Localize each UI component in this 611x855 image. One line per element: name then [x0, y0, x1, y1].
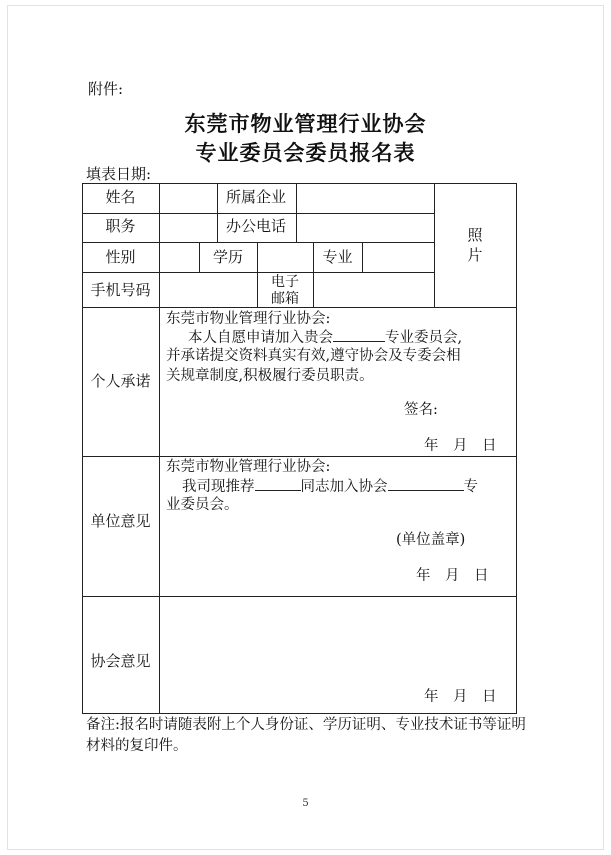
pledge-line3: 关规章制度,积极履行委员职责。	[166, 368, 374, 384]
unit-opinion-label: 单位意见	[90, 512, 151, 530]
page-number: 5	[302, 798, 309, 809]
email-label-2: 邮箱	[271, 291, 299, 307]
name-label: 姓名	[105, 188, 136, 206]
education-label: 学历	[212, 248, 243, 266]
footnote: 备注:报名时请随表附上个人身份证、学历证明、专业技术证书等证明材料的复印件。	[86, 717, 526, 754]
attachment-label: 附件:	[88, 80, 124, 98]
email-label-1: 电子	[271, 274, 299, 290]
position-label: 职务	[105, 217, 136, 235]
pledge-date: 年 月 日	[424, 438, 497, 454]
unit-seal: (单位盖章)	[396, 532, 466, 548]
unit-line1-a: 我司现推荐	[182, 479, 255, 495]
pledge-line1-a: 本人自愿申请加入贵会	[188, 330, 333, 346]
pledge-signature-label: 签名:	[404, 402, 438, 418]
form-title-line2: 专业委员会委员报名表	[195, 140, 416, 165]
committee-blank	[333, 327, 385, 342]
committee-blank	[388, 476, 464, 491]
major-label: 专业	[322, 248, 353, 266]
pledge-line1-b: 专业委员会,	[385, 330, 463, 346]
unit-date: 年 月 日	[416, 568, 489, 584]
pledge-line2: 并承诺提交资料真实有效,遵守协会及专委会相	[166, 348, 461, 364]
unit-line1	[182, 476, 478, 497]
recommendee-blank	[255, 476, 301, 491]
pledge-label: 个人承诺	[90, 372, 151, 390]
unit-line1-c: 专	[463, 479, 478, 495]
mobile-label: 手机号码	[90, 281, 151, 299]
unit-addressee: 东莞市物业管理行业协会:	[166, 459, 331, 475]
office-phone-label: 办公电话	[226, 217, 287, 235]
unit-line2: 业委员会。	[166, 497, 239, 513]
pledge-addressee: 东莞市物业管理行业协会:	[166, 311, 331, 327]
photo-label-1: 照	[467, 226, 483, 244]
assoc-opinion-label: 协会意见	[90, 652, 151, 670]
unit-line1-b: 同志加入协会	[300, 479, 388, 495]
company-label: 所属企业	[226, 188, 287, 206]
fill-date-label: 填表日期:	[86, 165, 152, 183]
pledge-line1	[188, 327, 462, 348]
gender-label: 性别	[105, 248, 136, 266]
photo-label-2: 片	[467, 246, 483, 264]
form-title-line1: 东莞市物业管理行业协会	[184, 111, 427, 136]
assoc-date: 年 月 日	[424, 689, 497, 705]
